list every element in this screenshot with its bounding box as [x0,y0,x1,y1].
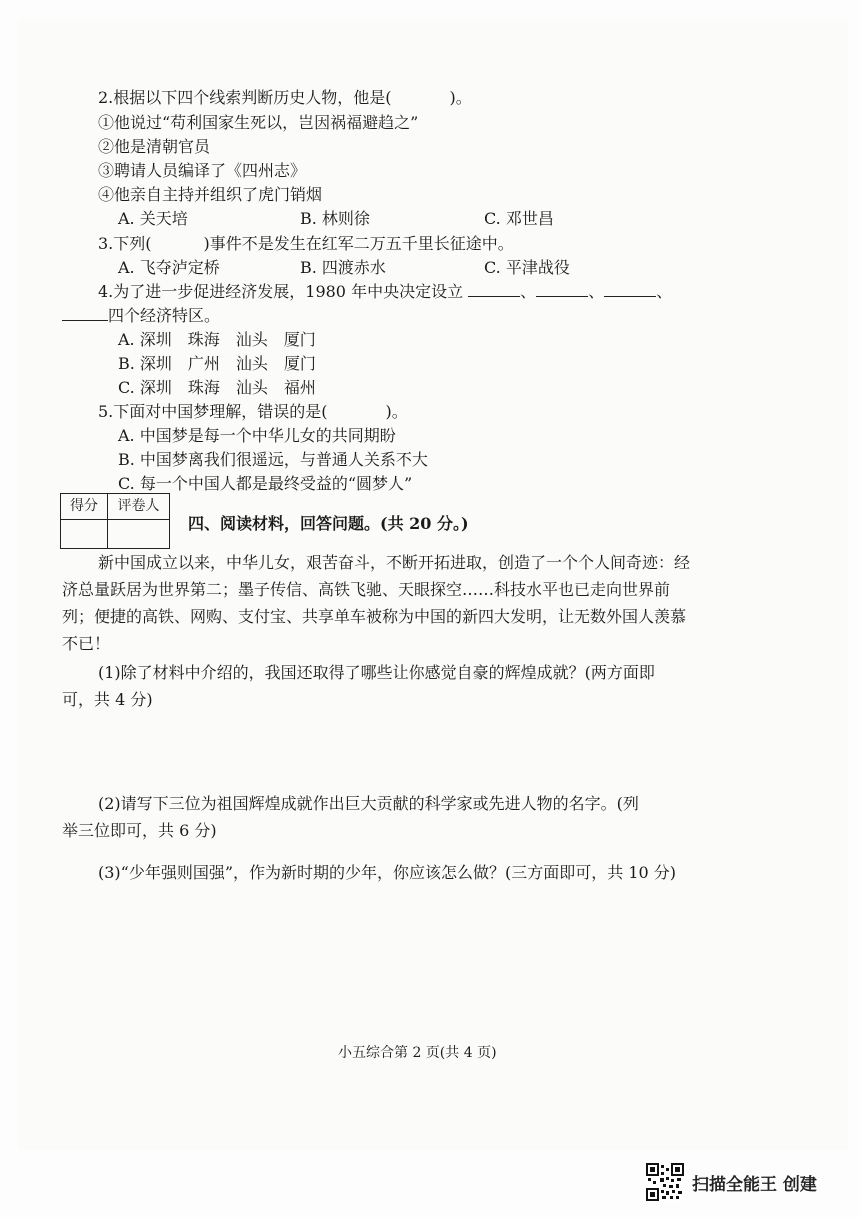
q4-blank-3 [604,282,656,297]
material-line-4: 不已！ [62,634,111,653]
score-label: 得分 [70,498,98,514]
qr-code-icon [646,1163,684,1201]
q2-stem [98,87,472,109]
q5-stem-end: )。 [385,402,408,421]
q4-option-c: C. 深圳 珠海 汕头 福州 [118,378,316,397]
q2-stem-end: )。 [449,88,472,107]
q4-sep-2: 、 [588,282,605,301]
q5-option-c: C. 每一个中国人都是最终受益的“圆梦人” [118,474,413,493]
sub-question-2-line-1: (2)请写下三位为祖国辉煌成就作出巨大贡献的科学家或先进人物的名字。(列 [98,794,639,813]
score-table [60,493,170,549]
q3-option-b: B. 四渡赤水 [300,258,386,277]
q3-option-c: C. 平津战役 [484,258,570,277]
q2-clue-3: ③聘请人员编译了《四州志》 [98,161,307,180]
section-4-title: 四、阅读材料，回答问题。(共 20 分。) [188,514,469,533]
sub-question-3: (3)“少年强则国强”，作为新时期的少年，你应该怎么做？(三方面即可，共 10 分) [98,863,677,882]
q2-stem-text: 2.根据以下四个线索判断历史人物，他是( [98,88,392,107]
scanner-watermark: 扫描全能王 创建 [692,1175,817,1195]
material-line-2: 济总量跃居为世界第二；墨子传信、高铁飞驰、天眼探空……科技水平也已走向世界前 [62,580,671,599]
q5-stem-start: 5.下面对中国梦理解，错误的是( [98,402,328,421]
q4-stem-text: 4.为了进一步促进经济发展，1980 年中央决定设立 [98,282,464,301]
q4-option-b: B. 深圳 广州 汕头 厦门 [118,354,316,373]
q4-blank-1 [468,282,520,297]
q4-blank-4 [62,306,108,321]
page-footer: 小五综合第 2 页(共 4 页) [338,1045,497,1061]
q4-stem [98,281,672,303]
q4-line-2-text: 四个经济特区。 [108,306,221,325]
q2-clue-2: ②他是清朝官员 [98,137,211,156]
q2-option-a: A. 关天培 [118,209,188,228]
q5-stem [98,401,408,423]
material-line-3: 列；便捷的高铁、网购、支付宝、共享单车被称为中国的新四大发明，让无数外国人羡慕 [62,607,687,626]
q5-option-a: A. 中国梦是每一个中华儿女的共同期盼 [118,426,396,445]
sub-question-1-line-2: 可，共 4 分) [62,690,153,709]
q4-sep-1: 、 [520,282,537,301]
grader-label: 评卷人 [117,498,160,514]
material-line-1: 新中国成立以来，中华儿女，艰苦奋斗，不断开拓进取，创造了一个个人间奇迹：经 [98,553,691,572]
sub-question-1-line-1: (1)除了材料中介绍的，我国还取得了哪些让你感觉自豪的辉煌成就？(两方面即 [98,663,655,682]
q4-line-2 [62,305,220,327]
q3-option-a: A. 飞夺泸定桥 [118,258,220,277]
q4-option-a: A. 深圳 珠海 汕头 厦门 [118,330,316,349]
q2-option-b: B. 林则徐 [300,209,370,228]
q3-stem [98,233,514,255]
q4-blank-2 [536,282,588,297]
q2-clue-1: ①他说过“苟利国家生死以，岂因祸福避趋之” [98,113,419,132]
q3-stem-start: 3.下列( [98,234,152,253]
q3-stem-end: )事件不是发生在红军二万五千里长征途中。 [203,234,514,253]
score-table-divider-h [61,519,169,520]
sub-question-2-line-2: 举三位即可，共 6 分) [62,821,217,840]
q2-option-c: C. 邓世昌 [484,209,554,228]
q5-option-b: B. 中国梦离我们很遥远，与普通人关系不大 [118,450,428,469]
q4-sep-3: 、 [656,282,673,301]
q2-clue-4: ④他亲自主持并组织了虎门销烟 [98,185,323,204]
